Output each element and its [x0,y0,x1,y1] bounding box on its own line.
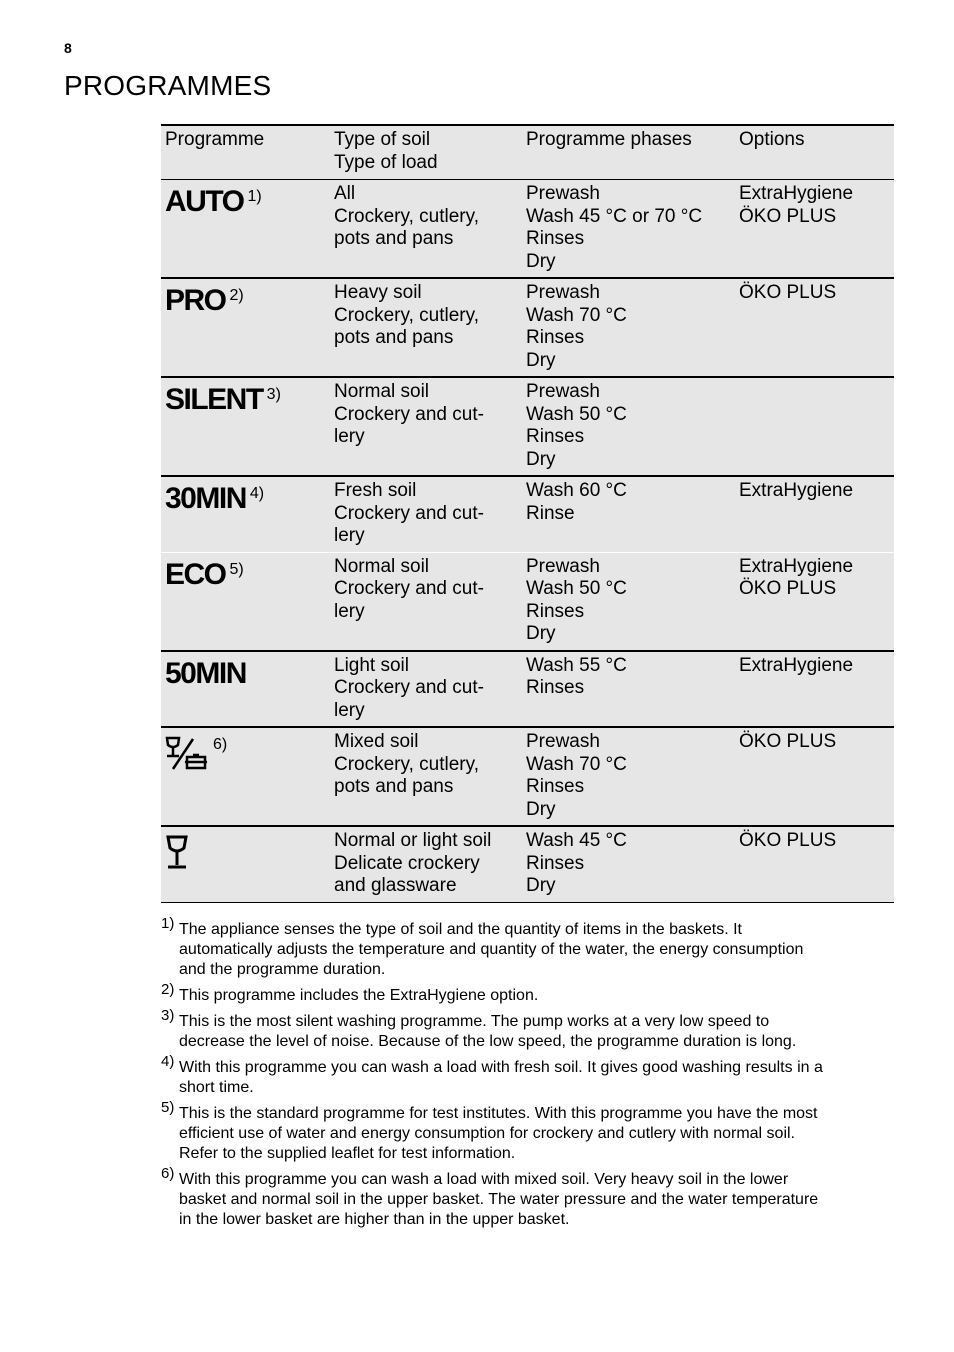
phases-cell [522,826,735,902]
phase-line: Wash 60 °C [526,480,627,501]
header-soil-load [330,125,522,180]
footnote-number: 3) [161,1007,175,1024]
soil-line: Crockery, cutlery, [334,205,479,227]
footnote-ref: 2) [229,287,244,304]
phases-cell [522,278,735,377]
phase-line: Rinses [526,677,585,698]
programme-name: AUTO [165,185,244,218]
table-row [161,180,894,279]
soil-line: Normal soil [334,555,430,577]
soil-line: Crockery, cutlery, [334,304,479,326]
soil-line: Crockery and cut- [334,578,484,599]
option-line: ÖKO PLUS [739,205,837,227]
table-row [161,552,894,651]
programme-name: 30MIN [165,482,246,515]
phase-line: Dry [526,623,556,644]
soil-cell [330,377,522,476]
phase-line: Rinses [526,327,585,348]
phase-line: Wash 70 °C [526,753,627,775]
option-line: ExtraHygiene [739,183,854,204]
option-line: ExtraHygiene [739,654,854,676]
phases-cell [522,552,735,651]
soil-line: lery [334,699,365,721]
programme-cell [161,476,330,552]
phase-line: Dry [526,448,556,470]
programme-name: PRO [165,284,226,317]
phase-line: Prewash [526,555,600,577]
footnote [161,1099,894,1164]
footnote-line: decrease the level of noise. Because of the low speed, the programme duration is long. [179,1033,797,1050]
footnote-number: 2) [161,981,175,998]
soil-line: Crockery and cut- [334,677,484,698]
options-cell [735,476,894,552]
options-cell [735,278,894,377]
glass-icon [165,834,189,877]
page-number: 8 [64,40,72,56]
phases-cell [522,180,735,279]
option-line: ExtraHygiene [739,480,854,501]
option-line: ExtraHygiene [739,555,854,577]
footnote-line: efficient use of water and energy consumption for crockery and cutlery with normal soil. [179,1125,795,1142]
soil-line: Crockery and cut- [334,403,484,425]
soil-line: All [334,183,356,204]
table-row [161,826,894,902]
phase-line: Wash 55 °C [526,654,627,676]
soil-cell [330,826,522,902]
soil-cell [330,552,522,651]
phases-cell [522,651,735,728]
options-cell [735,826,894,902]
phase-line: Wash 70 °C [526,304,627,326]
programme-name: SILENT [165,383,263,416]
option-line: ÖKO PLUS [739,830,837,851]
header-options: Options [735,125,894,180]
table-row [161,651,894,728]
programme-name: ECO [165,557,226,591]
option-line: ÖKO PLUS [739,731,837,752]
section-title: PROGRAMMES [64,70,272,101]
footnote [161,1165,894,1230]
phase-line: Dry [526,875,556,896]
phase-line: Rinses [526,852,585,874]
phase-line: Wash 50 °C [526,578,627,599]
soil-cell [330,651,522,728]
phase-line: Wash 45 °C or 70 °C [526,205,703,227]
footnote-line: automatically adjusts the temperature and quantity of the water, the energy consumption [179,941,804,958]
footnote-line: This is the standard programme for test institutes. With this programme you have the most [179,1105,818,1122]
header-programme: Programme [161,125,330,180]
phase-line: Wash 45 °C [526,830,627,851]
footnote-line: and the programme duration. [179,961,386,978]
phase-line: Rinse [526,502,575,524]
footnote-ref: 3) [266,386,281,403]
soil-cell [330,476,522,552]
programme-cell [161,727,330,826]
footnote [161,981,894,1006]
footnote-line: short time. [179,1079,254,1096]
programme-cell [161,377,330,476]
phase-line: Dry [526,349,556,371]
soil-line: pots and pans [334,228,454,249]
soil-cell [330,278,522,377]
footnote-ref: 6) [213,736,228,753]
phases-cell [522,727,735,826]
phases-cell [522,377,735,476]
glass-pot-icon [165,735,209,778]
options-cell [735,180,894,279]
footnotes [161,915,894,1236]
table-row [161,377,894,476]
soil-line: lery [334,525,365,546]
phase-line: Rinses [526,426,585,447]
footnote-line: in the lower basket are higher than in the upper basket. [179,1211,570,1228]
phase-line: Dry [526,798,556,820]
header-type-of-soil: Type of soil [334,129,431,150]
soil-line: lery [334,600,365,622]
programme-table [161,124,894,903]
programme-cell [161,651,330,728]
soil-line: Mixed soil [334,731,419,752]
soil-line: Fresh soil [334,480,417,501]
table-row [161,278,894,377]
footnote [161,915,894,980]
soil-line: Delicate crockery [334,852,480,874]
soil-cell [330,727,522,826]
option-line: ÖKO PLUS [739,578,837,599]
phase-line: Wash 50 °C [526,403,627,425]
footnote-ref: 5) [229,560,244,578]
header-phases: Programme phases [522,125,735,180]
phase-line: Prewash [526,183,600,204]
phase-line: Dry [526,250,556,272]
phase-line: Rinses [526,228,585,249]
table-row [161,476,894,552]
soil-line: Light soil [334,654,409,676]
footnote-number: 4) [161,1053,175,1070]
footnote-line: Refer to the supplied leaflet for test information. [179,1145,516,1162]
soil-cell [330,180,522,279]
footnote-line: The appliance senses the type of soil and the quantity of items in the baskets. It [179,921,742,938]
programme-cell [161,552,330,651]
phase-line: Prewash [526,282,600,303]
soil-line: and glassware [334,875,457,896]
soil-line: Crockery, cutlery, [334,753,479,775]
footnote-line: With this programme you can wash a load with mixed soil. Very heavy soil in the lower [179,1171,789,1188]
options-cell [735,651,894,728]
soil-line: Crockery and cut- [334,502,484,524]
footnote-line: This is the most silent washing programme. The pump works at a very low speed to [179,1013,770,1030]
soil-line: Heavy soil [334,282,422,303]
footnote-line: basket and normal soil in the upper basket. The water pressure and the water temperature [179,1191,819,1208]
footnote-ref: 1) [247,188,262,205]
soil-line: Normal soil [334,381,430,402]
programme-cell [161,826,330,902]
soil-line: Normal or light soil [334,830,492,851]
footnote-number: 6) [161,1165,175,1182]
phase-line: Prewash [526,381,600,402]
phase-line: Prewash [526,731,600,752]
phase-line: Rinses [526,600,585,622]
footnote [161,1007,894,1052]
programme-cell [161,278,330,377]
options-cell [735,552,894,651]
option-line: ÖKO PLUS [739,282,837,303]
footnote [161,1053,894,1098]
options-cell [735,727,894,826]
table-row [161,727,894,826]
footnote-line: With this programme you can wash a load with fresh soil. It gives good washing results in a [179,1059,823,1076]
phase-line: Rinses [526,776,585,797]
footnote-ref: 4) [249,485,265,502]
soil-line: pots and pans [334,327,454,348]
programme-cell [161,180,330,279]
soil-line: pots and pans [334,776,454,797]
options-cell [735,377,894,476]
table-header-row [161,125,894,180]
header-type-of-load: Type of load [334,151,438,173]
phases-cell [522,476,735,552]
footnote-number: 1) [161,915,175,932]
programme-name: 50MIN [165,656,246,690]
footnote-number: 5) [161,1099,175,1116]
footnote-line: This programme includes the ExtraHygiene option. [179,987,539,1004]
soil-line: lery [334,426,365,447]
